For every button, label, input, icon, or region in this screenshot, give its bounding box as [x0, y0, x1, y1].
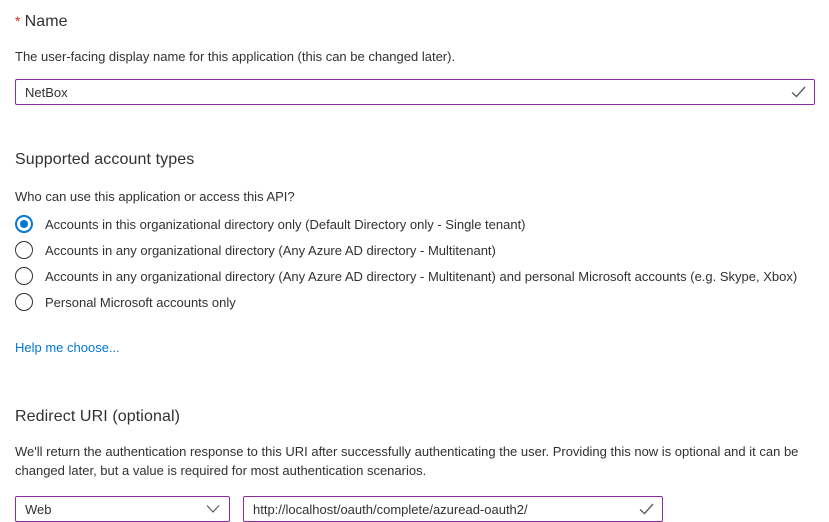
name-label: Name [24, 13, 68, 30]
radio-option-personal-only[interactable] [15, 289, 815, 315]
name-input-container [15, 79, 815, 105]
account-types-radio-group [15, 211, 815, 315]
platform-select-value: Web [25, 501, 52, 517]
radio-unselected-icon [15, 241, 33, 259]
radio-option-multitenant-personal[interactable] [15, 263, 815, 289]
redirect-uri-heading: Redirect URI (optional) [15, 408, 181, 425]
radio-option-label: Personal Microsoft accounts only [45, 294, 236, 310]
radio-option-multitenant[interactable] [15, 237, 815, 263]
name-description: The user-facing display name for this application (this can be changed later). [15, 49, 456, 64]
help-me-choose-link[interactable]: Help me choose... [15, 340, 120, 355]
chevron-down-icon [206, 505, 220, 514]
account-types-question: Who can use this application or access this API? [15, 189, 295, 204]
radio-unselected-icon [15, 267, 33, 285]
radio-option-label: Accounts in any organizational directory (Any Azure AD directory - Multitenant) [45, 242, 496, 258]
name-section-heading [15, 11, 815, 32]
account-types-heading: Supported account types [15, 151, 195, 168]
redirect-uri-row [15, 496, 815, 522]
name-input[interactable] [15, 79, 815, 105]
radio-unselected-icon [15, 293, 33, 311]
radio-option-label: Accounts in this organizational directory only (Default Directory only - Single tenant) [45, 216, 526, 232]
redirect-uri-input[interactable] [243, 496, 663, 522]
radio-selected-icon [15, 215, 33, 233]
required-asterisk: * [15, 13, 21, 29]
radio-option-label: Accounts in any organizational directory (Any Azure AD directory - Multitenant) and personal Microsoft accounts (e.g. Skype, Xbox) [45, 268, 798, 284]
redirect-uri-description: We'll return the authentication response to this URI after successfully authenticating the user. Providing this now is optional and it can be changed later, but a value is required for most authentication scenarios. [15, 444, 799, 478]
redirect-uri-input-container [243, 496, 663, 522]
platform-select-dropdown[interactable] [15, 496, 230, 522]
radio-option-single-tenant[interactable] [15, 211, 815, 237]
